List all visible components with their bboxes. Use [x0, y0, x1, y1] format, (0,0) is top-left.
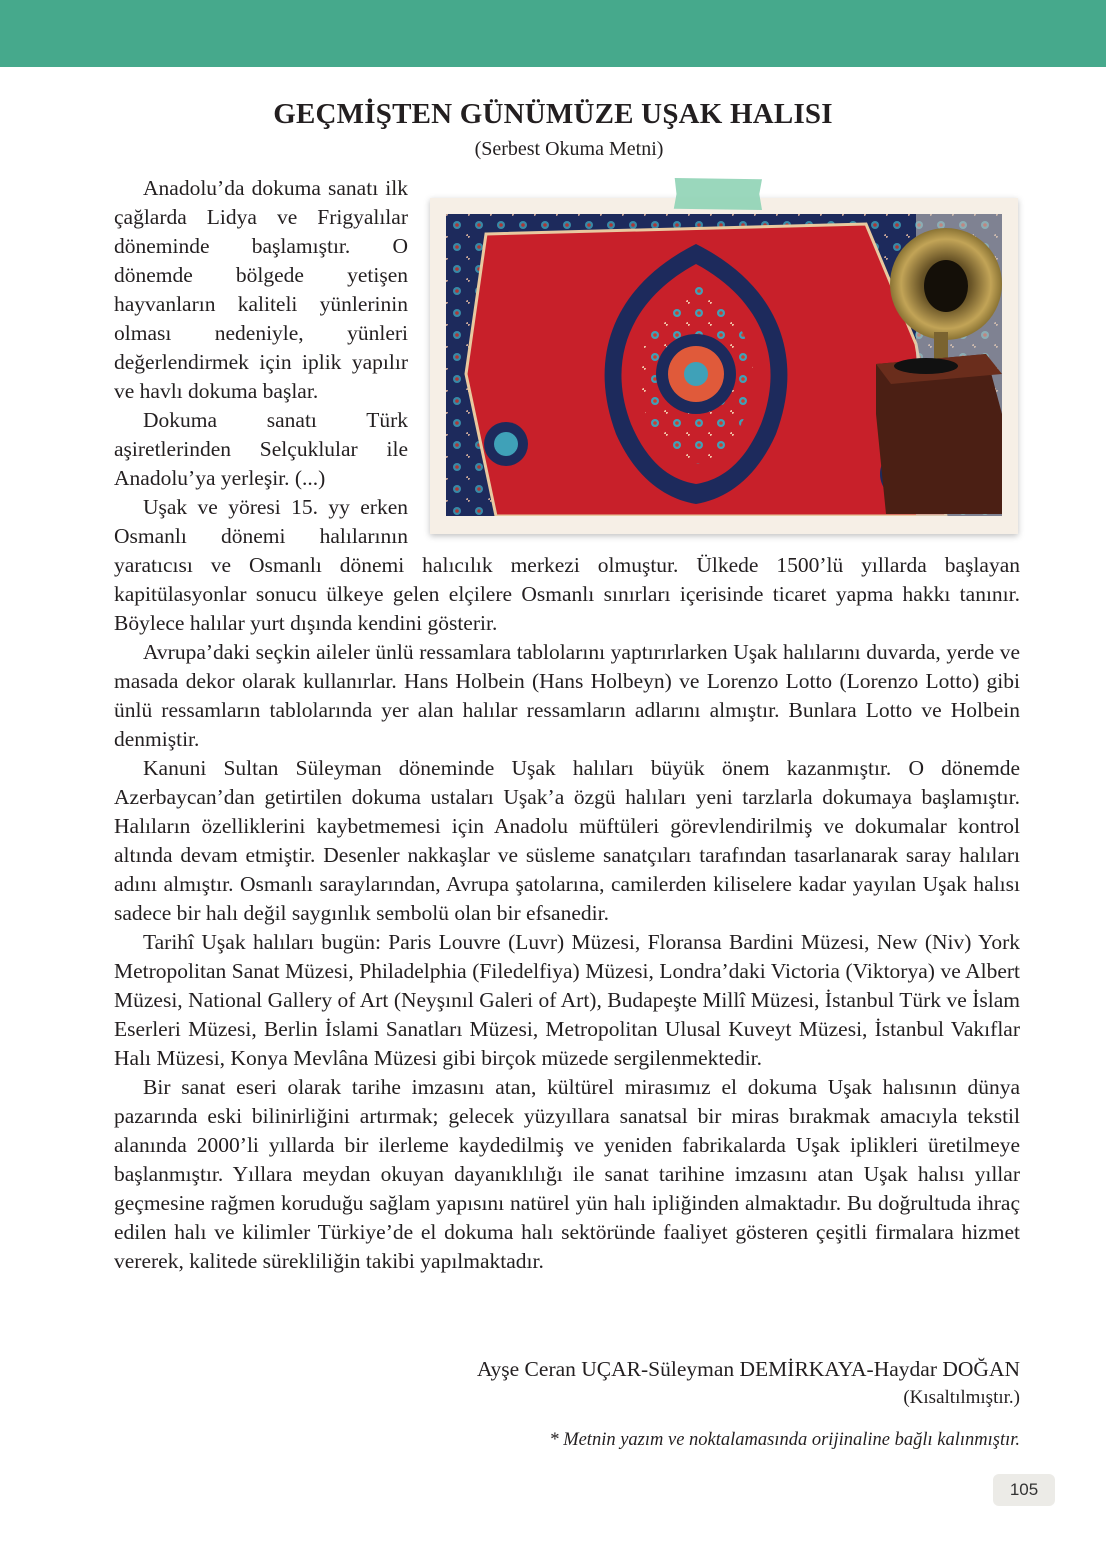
author-attribution: Ayşe Ceran UÇAR-Süleyman DEMİRKAYA-Haydar DOĞAN: [476, 1357, 1020, 1381]
paragraph: Avrupa’daki seçkin aileler ünlü ressamlara tablolarını yaptırırlarken Uşak halılarını duvarda, yerde ve masada dekor olarak kullanırlar. Hans Holbein (Hans Holbeyn) ve Lorenzo Lotto (Lorenzo Lotto) gibi ünlü ressamların tablolarında yer alan halılar ressamların adlarını almıştır. Bunlara Lotto ve Holbein denmiştir.: [114, 640, 1020, 751]
paragraph: Tarihî Uşak halıları bugün: Paris Louvre (Luvr) Müzesi, Floransa Bardini Müzesi, New (Niv) York Metropolitan Sanat Müzesi, Philadelphia (Filedelfiya) Müzesi, Londra’daki Victoria (Viktorya) ve Albert Müzesi, National Gallery of Art (Neyşınıl Galeri of Art), Budapeşte Millî Müzesi, İstanbul Türk ve İslam Eserleri Müzesi, Berlin İslami Sanatları Müzesi, Metropolitan Ulusal Kuveyt Müzesi, İstanbul Vakıflar Halı Müzesi, Konya Mevlâna Müzesi gibi birçok müzede sergilenmektedir.: [114, 930, 1020, 1070]
article-body: [114, 174, 1020, 1276]
paragraph: Bir sanat eseri olarak tarihe imzasını atan, kültürel mirasımız el dokuma Uşak halısının dünya pazarında eski bilinirliğini artırmak; gelecek yüzyıllara sanatsal bir miras bırakmak amacıyla tekstil alanında 2000’li yıllarda bir ilerleme kaydedilmiş ve yeniden fabrikalarda Uşak iplikleri üretilmeye başlanmıştır. Yıllara meydan okuyan dayanıklılığı ile sanat tarihine imzasını atan Uşak halısı yıllar geçmesine rağmen koruduğu sağlam yapısını natürel yün halı ipliğinden almaktadır. Bu doğrultuda ihraç edilen halı ve kilimler Türkiye’de el dokuma halı sektöründe faaliyet gösteren çeşitli firmalara hizmet vererek, kalitede sürekliliğin takibi yapılmaktadır.: [114, 1075, 1020, 1273]
paragraph: Dokuma sanatı Türk aşiretlerinden Selçuklular ile Anadolu’ya yerleşir. (...): [114, 408, 408, 490]
shortened-note: (Kısaltılmıştır.): [903, 1387, 1020, 1408]
page-title: GEÇMİŞTEN GÜNÜMÜZE UŞAK HALISI: [273, 98, 833, 130]
page-number: 105: [993, 1474, 1055, 1506]
carpet-photo: [430, 178, 1020, 522]
carpet-gramophone-image: [446, 214, 1002, 516]
photo-frame: [430, 198, 1018, 534]
page-subtitle: (Serbest Okuma Metni): [474, 138, 664, 160]
paragraph: Uşak ve yöresi 15. yy erken Osmanlı dönemi halılarının yaratıcısı ve Osmanlı dönemi halıcılık merkezi olmuştur. Ülkede 1500’lü yıllarda başlayan kapitülasyonlar sonucu ülkeye gelen elçilere Osmanlı sınırları içerisinde ticaret yapma hakkı tanınır. Böylece halılar yurt dışında kendini gösterir.: [114, 495, 1020, 635]
tape-strip: [672, 178, 762, 210]
footnote: * Metnin yazım ve noktalamasında orijinaline bağlı kalınmıştır.: [549, 1430, 1020, 1450]
paragraph: Kanuni Sultan Süleyman döneminde Uşak halıları büyük önem kazanmıştır. O dönemde Azerbaycan’dan getirtilen dokuma ustaları Uşak’a özgü halıları yeni tarzlarla dokumaya başlamıştır. Halıların özelliklerini kaybetmemesi için Anadolu müftüleri görevlendirilmiş ve dokumalar kontrol altında devam etmiştir. Desenler nakkaşlar ve süsleme sanatçıları tarafından tasarlanarak saray halıları adını almıştır. Osmanlı saraylarından, Avrupa şatolarına, camilerden kiliselere kadar yayılan Uşak halısı sadece bir halı değil saygınlık sembolü olan bir efsanedir.: [114, 756, 1020, 925]
paragraph: Anadolu’da dokuma sanatı ilk çağlarda Lidya ve Frigyalılar döneminde başlamıştır. O dönemde bölgede yetişen hayvanların kaliteli yünlerinin olması nedeniyle, yünleri değerlendirmek için iplik yapılır ve havlı dokuma başlar.: [114, 176, 408, 403]
header-band: [0, 0, 1106, 67]
